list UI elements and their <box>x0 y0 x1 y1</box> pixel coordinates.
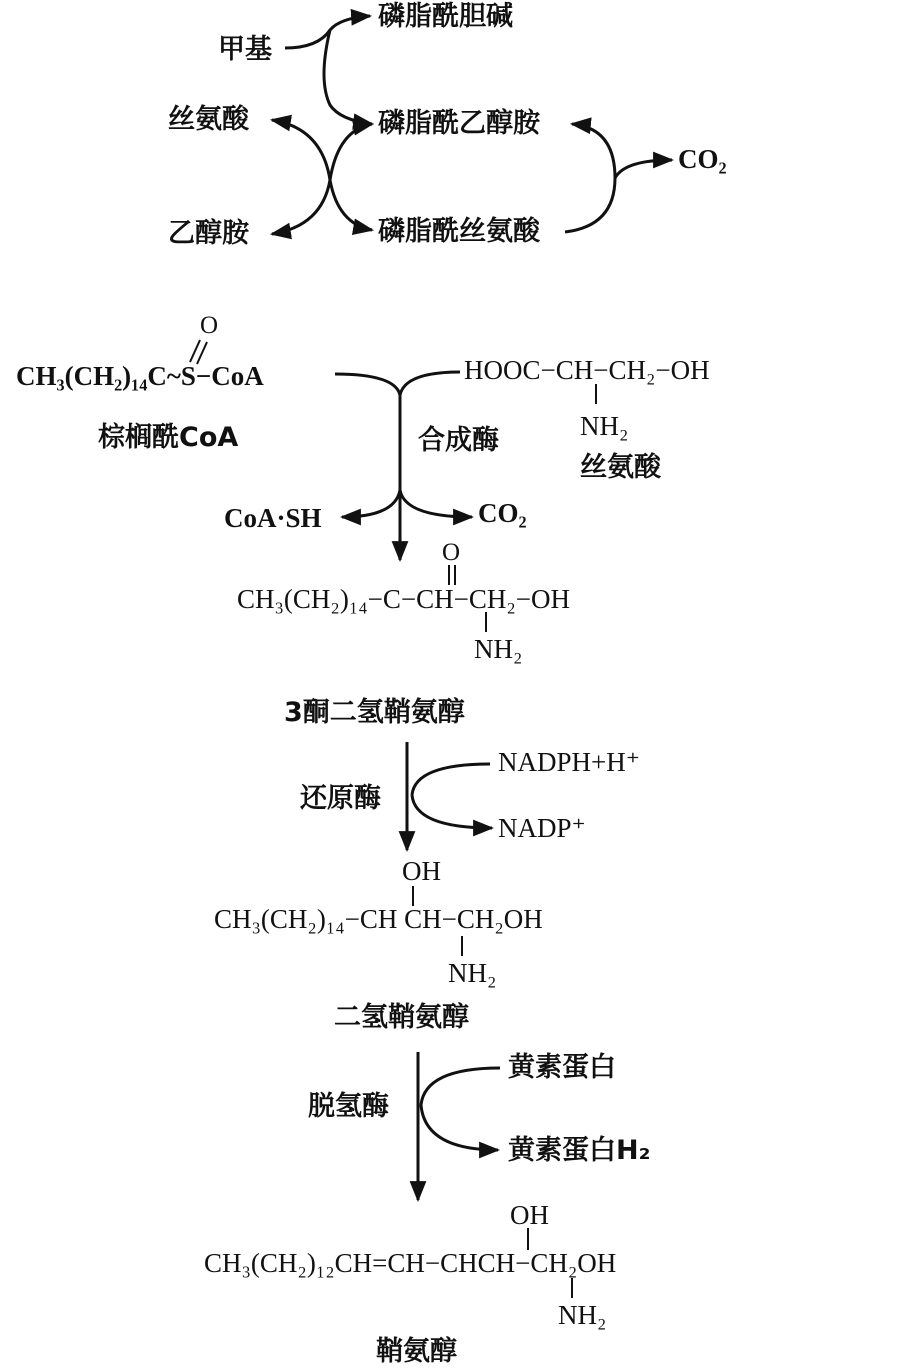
cross-to-ps-arrow <box>330 180 372 230</box>
reductase-enzyme-label: 还原酶 <box>300 783 381 814</box>
flavin-in-arrow <box>421 1068 500 1105</box>
serine-nh2: NH₂ <box>580 411 629 441</box>
methyl-into-pe-arrow <box>324 30 372 124</box>
reduced-flavoprotein-label: 黄素蛋白H₂ <box>508 1135 651 1166</box>
nadph-label: NADPH+H⁺ <box>498 747 640 777</box>
ketone-carbonyl-o: O <box>442 539 461 566</box>
co2-label: CO₂ <box>478 498 527 528</box>
methyl-label: 甲基 <box>218 34 272 65</box>
pe-to-serine-arrow <box>272 120 330 180</box>
nadp-label: NADP⁺ <box>498 813 586 843</box>
serine-formula: HOOC−CH−CH₂−OH <box>464 355 710 385</box>
dihydro-oh: OH <box>402 856 441 886</box>
phosphatidylcholine-label: 磷脂酰胆碱 <box>378 1 513 32</box>
flavoprotein-label: 黄素蛋白 <box>508 1052 616 1083</box>
ketone-nh2: NH₂ <box>474 634 523 664</box>
palmitoyl-carbonyl-o: O <box>200 312 219 339</box>
sphingosine-oh: OH <box>510 1200 549 1230</box>
ps-to-pe-arrow <box>565 124 615 232</box>
phosphatidylethanolamine-label: 磷脂酰乙醇胺 <box>378 108 540 139</box>
sphingosine-formula: CH₃(CH₂)₁₂CH=CH−CHCH−CH₂OH <box>204 1248 617 1278</box>
cross-to-ethanolamine-arrow <box>272 180 330 234</box>
palmitoyl-coa-name: 棕榈酰CoA <box>98 422 239 453</box>
to-co2-top-arrow <box>615 160 672 178</box>
serine-label-top: 丝氨酸 <box>168 104 249 135</box>
to-co2-arrow <box>400 490 472 517</box>
sphingosine-nh2: NH₂ <box>558 1300 607 1330</box>
palmitoyl-branch-arrow <box>335 374 400 395</box>
dihydrosphingosine-name: 二氢鞘氨醇 <box>334 1002 469 1033</box>
dihydrosphingosine-formula: CH₃(CH₂)₁₄−CH CH−CH₂OH <box>214 904 543 934</box>
dihydro-nh2: NH₂ <box>448 958 497 988</box>
synthase-enzyme-label: 合成酶 <box>418 425 499 456</box>
ketodihydrosphingosine-name: 3酮二氢鞘氨醇 <box>284 697 465 728</box>
serine-branch-arrow <box>400 372 460 395</box>
co2-top-label: CO₂ <box>678 144 727 174</box>
phosphatidylserine-label: 磷脂酰丝氨酸 <box>378 216 540 247</box>
sphingosine-name: 鞘氨醇 <box>376 1336 457 1367</box>
nadph-in-arrow <box>412 764 490 795</box>
serine-pe-cross-arrow <box>330 124 372 180</box>
flavin-out-arrow <box>421 1105 498 1150</box>
nadp-out-arrow <box>412 795 492 828</box>
serine-name: 丝氨酸 <box>580 452 661 483</box>
coash-label: CoA·SH <box>224 503 322 533</box>
ketone-formula: CH₃(CH₂)₁₄−C−CH−CH₂−OH <box>237 584 570 614</box>
palmitoyl-coa-formula: CH₃(CH₂)₁₄C~S−CoA <box>16 361 264 391</box>
dehydrogenase-enzyme-label: 脱氢酶 <box>308 1091 389 1122</box>
ethanolamine-label: 乙醇胺 <box>168 218 249 249</box>
to-coash-arrow <box>342 490 400 517</box>
